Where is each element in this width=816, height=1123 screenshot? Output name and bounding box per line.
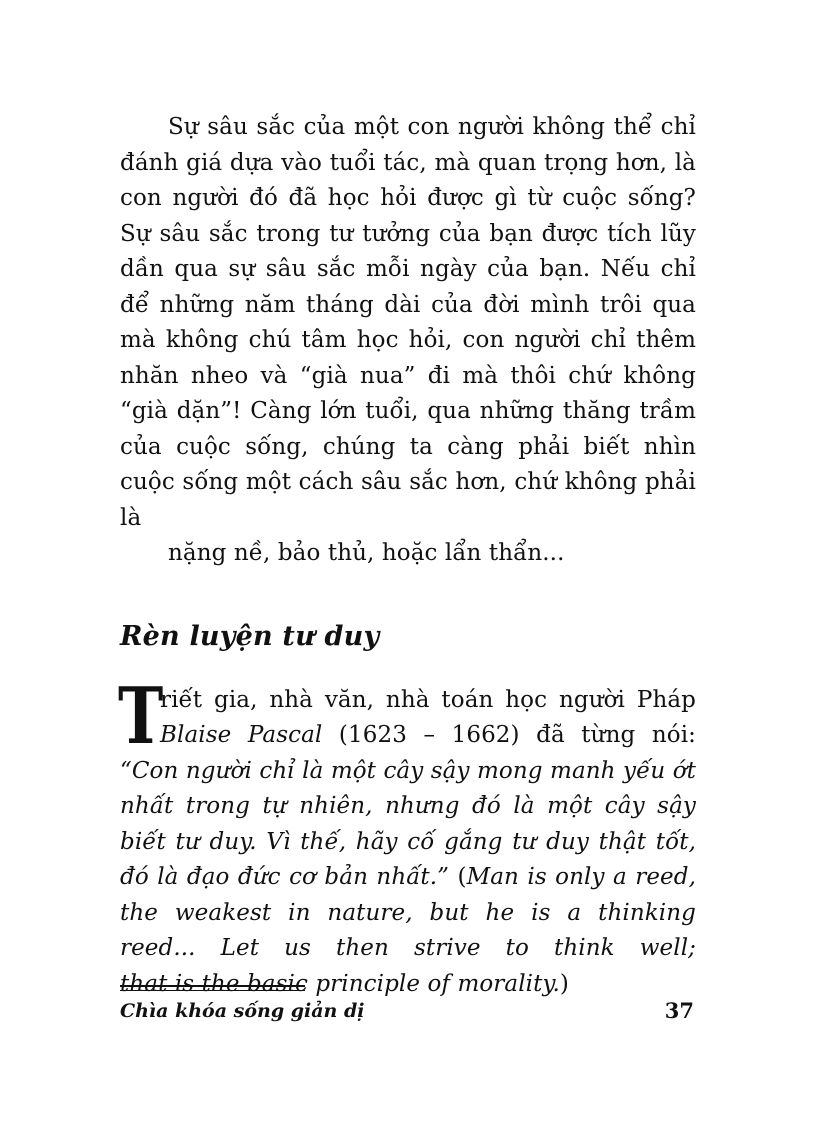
page-content: [120, 110, 696, 1002]
page-number: 37: [664, 998, 694, 1023]
paragraph-1-last-line: nặng nề, bảo thủ, hoặc lẩn thẩn...: [168, 540, 565, 566]
paragraph-1-text: Sự sâu sắc của một con người không thể chỉ đánh giá dựa vào tuổi tác, mà quan trọng hơn, là con người đó đã học hỏi được gì từ cuộc sống? Sự sâu sắc trong tư tưởng của bạn được tích lũy dần qua sự sâu sắc mỗi ngày của bạn. Nếu chỉ để những năm tháng dài của đời mình trôi qua mà không chú tâm học hỏi, con người chỉ thêm nhăn nheo và “già nua” đi mà thôi chứ không “già dặn”! Càng lớn tuổi, qua những thăng trầm của cuộc sống, chúng ta càng phải biết nhìn cuộc sống một cách sâu sắc hơn, chứ không phải là: [120, 114, 696, 531]
quote-english-last: that is the basic principle of morality.: [120, 970, 560, 997]
footer-book-title: Chìa khóa sống giản dị: [120, 1000, 365, 1022]
drop-cap-letter: T: [118, 670, 164, 762]
quote-vietnamese: “Con người chỉ là một cây sậy mong manh yếu ớt nhất trong tự nhiên, nhưng đó là một cây sậy biết tư duy. Vì thế, hãy cố gắng tư duy thật tốt, đó là đạo đức cơ bản nhất.”: [120, 757, 696, 890]
paragraph-2-intro: riết gia, nhà văn, nhà toán học người Pháp: [160, 686, 696, 713]
quote-english: Man is only a reed, the weakest in nature, but he is a thinking reed... Let us then strive to think well;: [120, 864, 697, 961]
paren-open: (: [449, 864, 467, 890]
body-paragraph-2: [118, 670, 697, 1003]
section-heading: Rèn luyện tư duy: [120, 620, 380, 652]
person-dates: (1623 – 1662) đã từng nói:: [322, 722, 696, 748]
paren-close: ): [559, 970, 569, 997]
person-name: Blaise Pascal: [160, 722, 323, 748]
footer-rule: [120, 985, 305, 991]
body-paragraph-1: [120, 110, 696, 572]
